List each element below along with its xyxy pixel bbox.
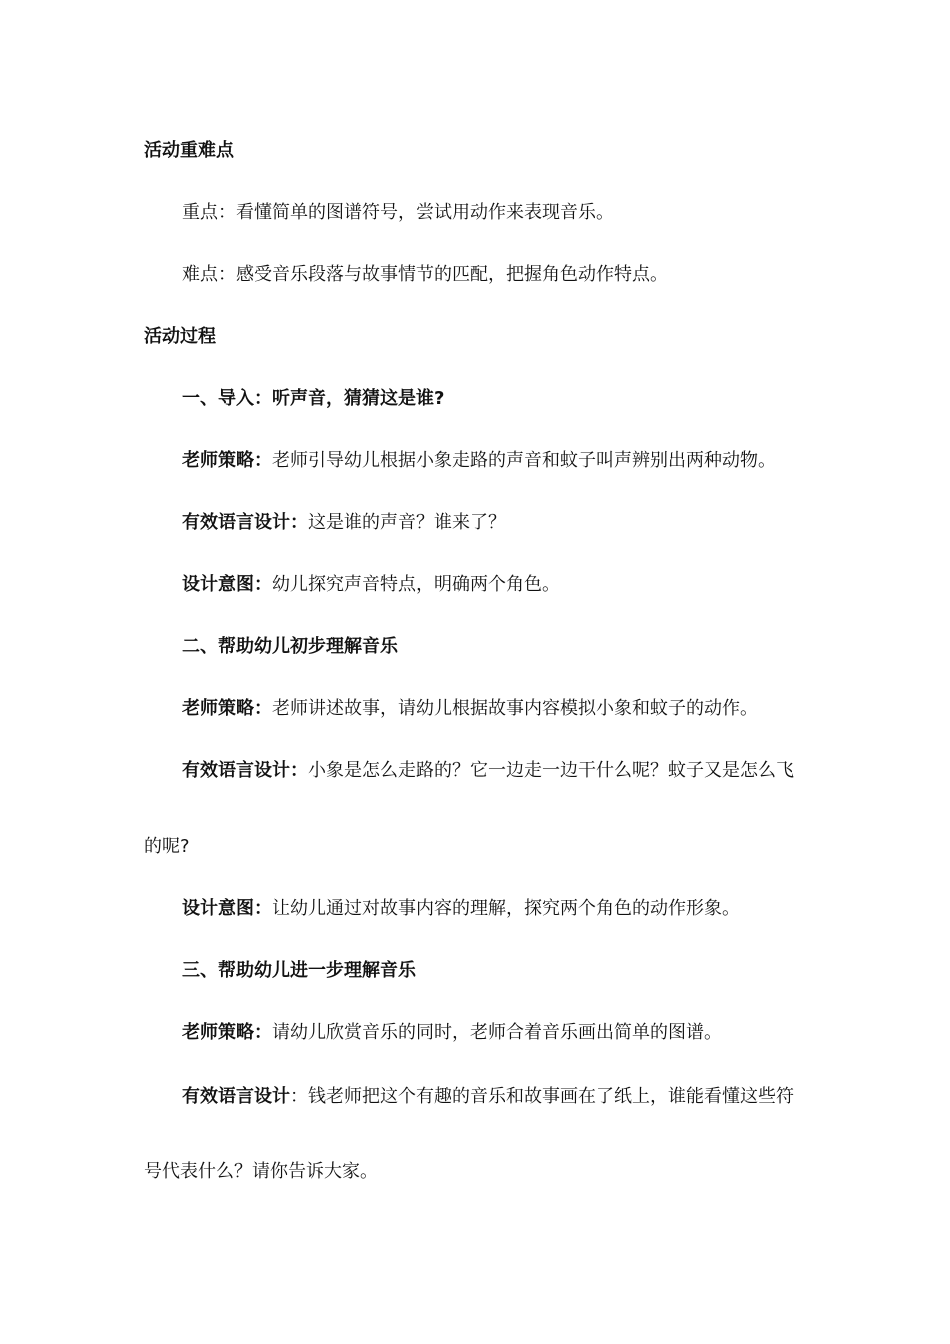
part2-intent	[182, 896, 740, 922]
language-label: 有效语言设计	[182, 1086, 290, 1107]
part1-strategy	[182, 448, 776, 474]
intent-label: 设计意图：	[182, 898, 272, 919]
part2-strategy	[182, 696, 758, 722]
language-label: 有效语言设计：	[182, 512, 308, 533]
part2-title: 二、帮助幼儿初步理解音乐	[182, 636, 398, 657]
part3-strategy	[182, 1020, 722, 1046]
strategy-label: 老师策略：	[182, 698, 272, 719]
part3-language-continuation: 号代表什么？请你告诉大家。	[144, 1161, 378, 1182]
language-text: 这是谁的声音？谁来了？	[308, 512, 506, 533]
strategy-label: 老师策略：	[182, 1022, 272, 1043]
focus-paragraph: 重点：看懂简单的图谱符号，尝试用动作来表现音乐。	[182, 202, 614, 223]
intent-text: 幼儿探究声音特点，明确两个角色。	[272, 574, 560, 595]
part1-title: 一、导入：听声音，猜猜这是谁?	[182, 388, 445, 409]
part1-intent	[182, 572, 560, 598]
part2-language-continuation: 的呢?	[144, 836, 190, 857]
language-text: 钱老师把这个有趣的音乐和故事画在了纸上，谁能看懂这些符	[308, 1086, 794, 1107]
strategy-text: 老师引导幼儿根据小象走路的声音和蚊子叫声辨别出两种动物。	[272, 450, 776, 471]
part1-language	[182, 510, 506, 536]
section-heading-key-points: 活动重难点	[144, 140, 234, 161]
intent-text: 让幼儿通过对故事内容的理解，探究两个角色的动作形象。	[272, 898, 740, 919]
part2-language	[182, 758, 794, 784]
language-separator: ：	[290, 1086, 308, 1107]
language-label: 有效语言设计：	[182, 760, 308, 781]
difficulty-paragraph: 难点：感受音乐段落与故事情节的匹配，把握角色动作特点。	[182, 264, 668, 285]
section-heading-process: 活动过程	[144, 326, 216, 347]
language-text: 小象是怎么走路的？它一边走一边干什么呢？蚊子又是怎么飞	[308, 760, 794, 781]
part3-language	[182, 1084, 794, 1110]
strategy-text: 老师讲述故事，请幼儿根据故事内容模拟小象和蚊子的动作。	[272, 698, 758, 719]
strategy-label: 老师策略：	[182, 450, 272, 471]
intent-label: 设计意图：	[182, 574, 272, 595]
strategy-text: 请幼儿欣赏音乐的同时，老师合着音乐画出简单的图谱。	[272, 1022, 722, 1043]
part3-title: 三、帮助幼儿进一步理解音乐	[182, 960, 416, 981]
